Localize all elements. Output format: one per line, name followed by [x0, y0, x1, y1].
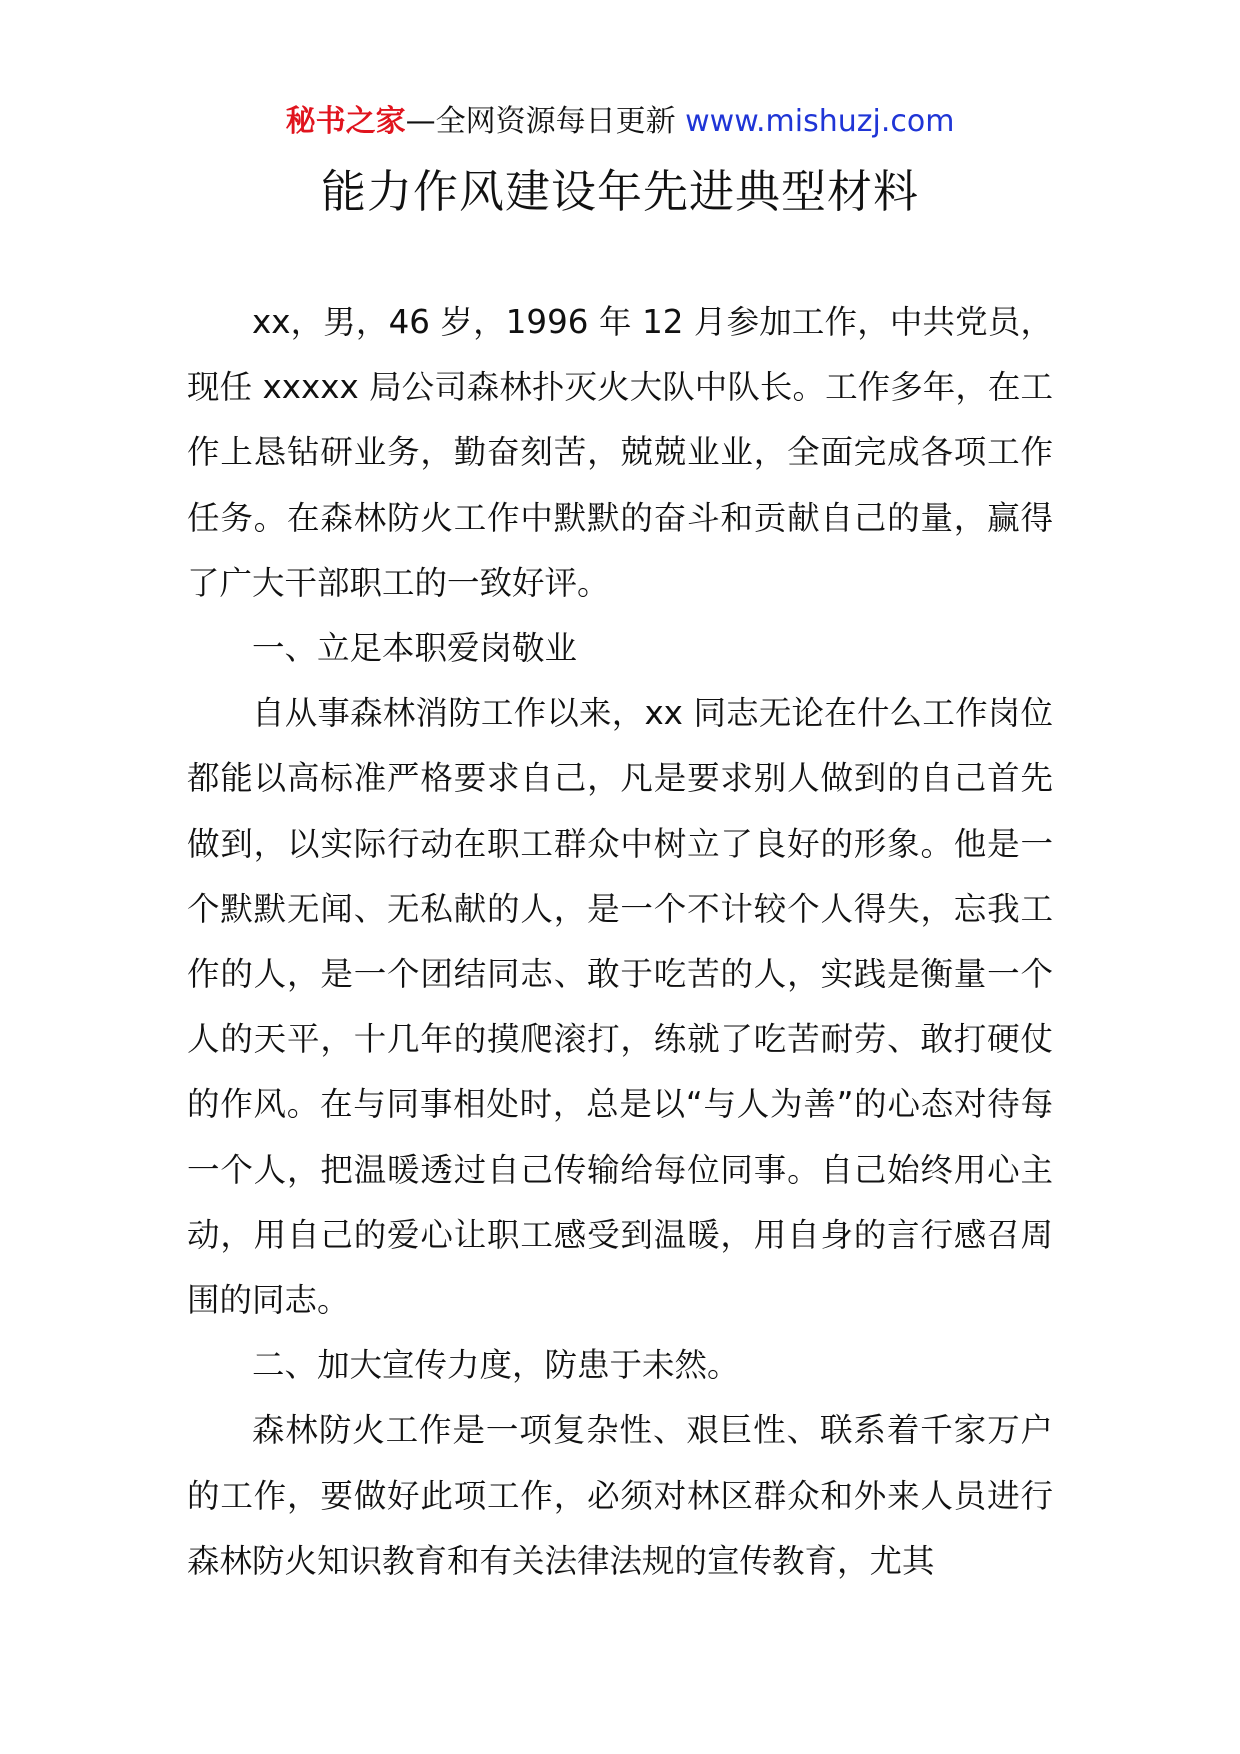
section-1-heading: 一、立足本职爱岗敬业 — [252, 629, 578, 668]
section-2-paragraph: 森林防火工作是一项复杂性、艰巨性、联系着千家万户的工作，要做好此项工作，必须对林区群众和外来人员进行森林防火知识教育和有关法律法规的宣传教育，尤其 — [187, 1411, 1053, 1580]
brand-name: 秘书之家 — [285, 104, 406, 139]
site-header — [0, 102, 1240, 142]
section-2-heading: 二、加大宣传力度，防患于未然。 — [252, 1346, 740, 1385]
section-1-paragraph: 自从事森林消防工作以来，xx 同志无论在什么工作岗位都能以高标准严格要求自己，凡是要求别人做到的自己首先做到，以实际行动在职工群众中树立了良好的形象。他是一个默默无闻、无私献的人，是一个不计较个人得失，忘我工作的人，是一个团结同志、敢于吃苦的人，实践是衡量一个人的天平，十几年的摸爬滚打，练就了吃苦耐劳、敢打硬仗的作风。在与同事相处时，总是以“与人为善”的心态对待每一个人，把温暖透过自己传输给每位同事。自己始终用心主动，用自己的爱心让职工感受到温暖，用自身的言行感召周围的同志。 — [187, 694, 1053, 1320]
intro-paragraph: xx，男，46 岁，1996 年 12 月参加工作，中共党员，现任 xxxxx 局公司森林扑灭火大队中队长。工作多年，在工作上恳钻研业务，勤奋刻苦，兢兢业业，全面完成各项工作任务。在森林防火工作中默默的奋斗和贡献自己的量，赢得了广大干部职工的一致好评。 — [187, 303, 1053, 602]
site-url-link[interactable]: www.mishuzj.com — [685, 104, 955, 139]
document-title: 能力作风建设年先进典型材料 — [320, 165, 919, 218]
document-body — [187, 290, 1053, 1594]
header-tagline: —全网资源每日更新 — [405, 104, 676, 139]
